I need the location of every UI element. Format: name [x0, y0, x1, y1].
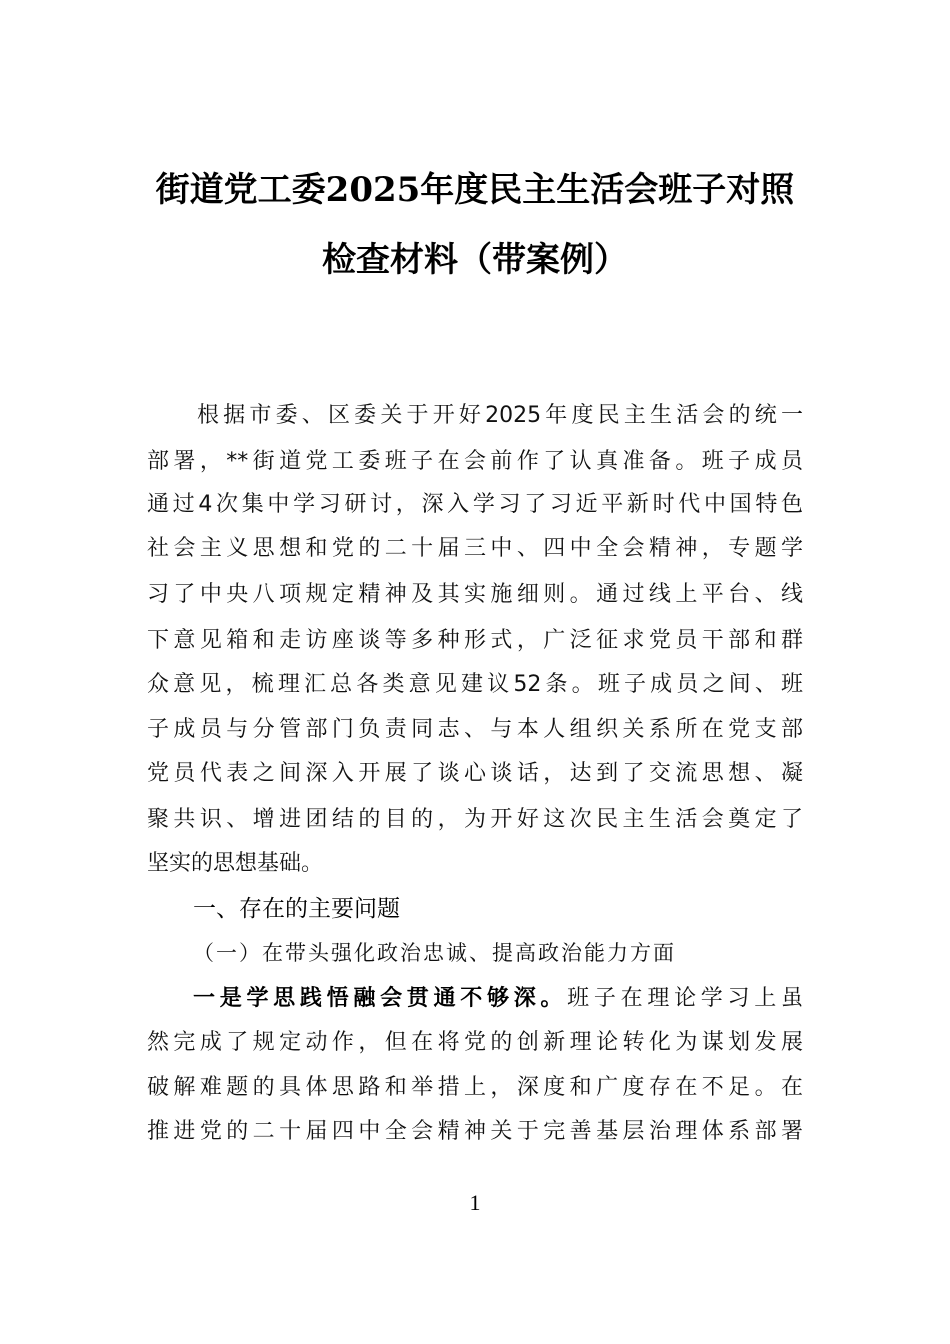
point1-first-line — [193, 983, 803, 1013]
intro-paragraph-line: 党员代表之间深入开展了谈心谈话，达到了交流思想、凝 — [147, 761, 803, 786]
point1-line: 然完成了规定动作，但在将党的创新理论转化为谋划发展 — [147, 1030, 803, 1055]
point1-line: 破解难题的具体思路和举措上，深度和广度存在不足。在 — [147, 1075, 803, 1100]
intro-paragraph-line: 子成员与分管部门负责同志、与本人组织关系所在党支部 — [147, 717, 803, 742]
intro-paragraph-line: 部署，**街道党工委班子在会前作了认真准备。班子成员 — [147, 449, 803, 474]
section-heading: 一、存在的主要问题 — [193, 896, 400, 922]
intro-paragraph-line: 根据市委、区委关于开好2025年度民主生活会的统一 — [197, 403, 803, 428]
document-title-line-2: 检查材料（带案例） — [322, 240, 628, 280]
intro-paragraph-line: 众意见，梳理汇总各类意见建议52条。班子成员之间、班 — [147, 672, 803, 697]
subsection-heading: （一）在带头强化政治忠诚、提高政治能力方面 — [193, 941, 676, 965]
intro-paragraph-line: 习了中央八项规定精神及其实施细则。通过线上平台、线 — [147, 582, 803, 607]
point1-line: 推进党的二十届四中全会精神关于完善基层治理体系部署 — [147, 1119, 803, 1144]
intro-paragraph-line: 社会主义思想和党的二十届三中、四中全会精神，专题学 — [147, 536, 803, 561]
intro-paragraph-line: 通过4次集中学习研讨，深入学习了习近平新时代中国特色 — [147, 492, 803, 517]
page-number: 1 — [469, 1190, 481, 1215]
intro-paragraph-line: 聚共识、增进团结的目的，为开好这次民主生活会奠定了 — [147, 807, 803, 832]
point1-first-line-rest: 班子在理论学习上虽 — [567, 986, 803, 1011]
intro-paragraph-line: 坚实的思想基础。 — [147, 851, 324, 876]
intro-paragraph-line: 下意见箱和走访座谈等多种形式，广泛征求党员干部和群 — [147, 628, 803, 653]
document-title-line-1: 街道党工委2025年度民主生活会班子对照 — [155, 170, 795, 210]
point1-bold-lead: 一是学思践悟融会贯通不够深。 — [193, 985, 568, 1011]
